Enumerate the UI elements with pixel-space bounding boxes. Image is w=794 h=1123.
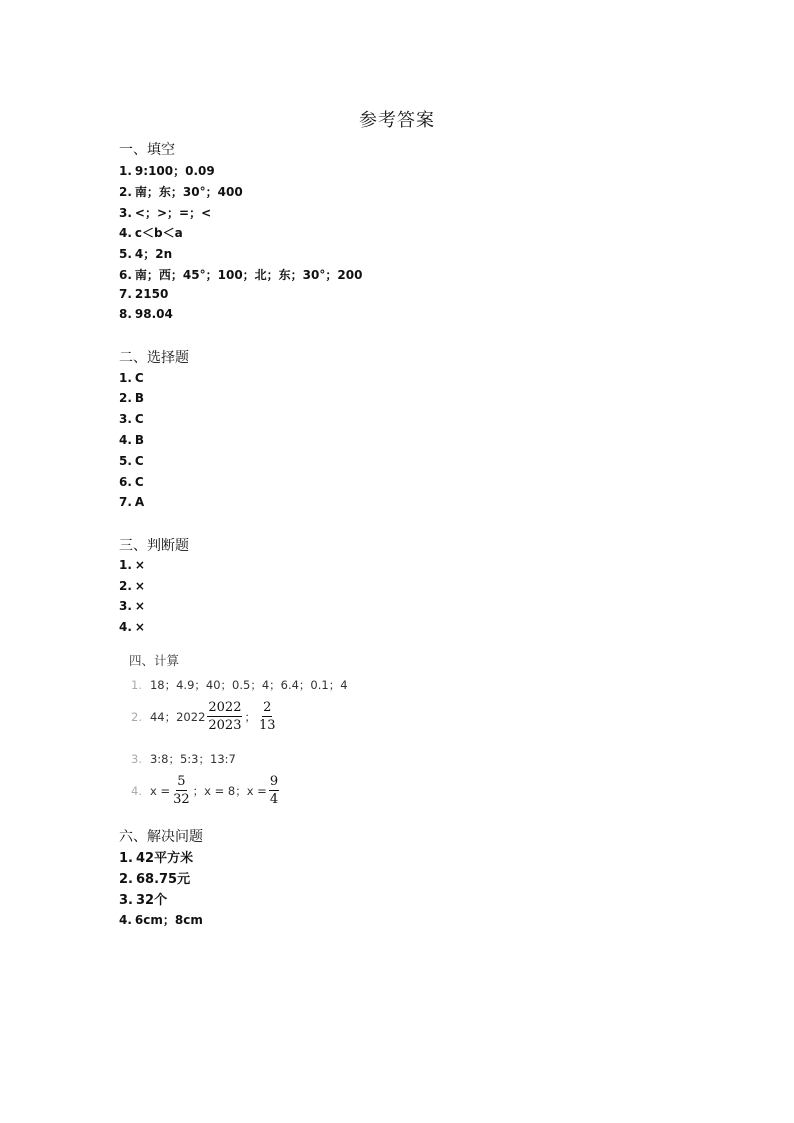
answer-line — [119, 204, 211, 221]
section-heading-fill: 一、填空 — [119, 142, 175, 158]
calc-line — [131, 677, 348, 693]
answer-line — [119, 433, 144, 447]
answer-text: 3:8；5:3；13:7 — [149, 752, 236, 766]
answer-text: 南；西；45°；100；北；东；30°；200 — [134, 268, 363, 282]
answer-line — [119, 162, 215, 179]
answer-text: 9:100；0.09 — [134, 164, 215, 178]
answer-text: x = — [149, 783, 171, 798]
calc-line — [131, 774, 281, 807]
answer-line — [119, 245, 172, 262]
fraction-numerator: 2022 — [208, 700, 242, 715]
item-number: 2. — [119, 579, 132, 593]
answer-text: × — [134, 620, 145, 634]
fraction-denominator: 4 — [269, 792, 279, 807]
item-number: 1. — [119, 558, 132, 572]
answer-text: 98.04 — [134, 307, 173, 321]
answer-text: 32个 — [135, 893, 168, 908]
item-number: 2. — [119, 872, 133, 887]
answer-text: 4；2n — [134, 247, 173, 261]
answer-text: 44；2022 — [149, 709, 206, 724]
answer-text: C — [134, 454, 144, 468]
answer-line — [119, 475, 144, 489]
item-number: 5. — [119, 454, 132, 468]
fraction-denominator: 32 — [173, 792, 190, 807]
answer-text: c＜b＜a — [134, 226, 183, 240]
item-number: 2. — [131, 709, 142, 724]
item-number: 4. — [119, 620, 132, 634]
item-number: 4. — [131, 783, 142, 798]
item-number: 7. — [119, 287, 132, 301]
answer-text: 6cm；8cm — [134, 913, 203, 927]
answer-line — [119, 371, 144, 385]
answer-line — [119, 391, 144, 405]
answer-line — [119, 454, 144, 468]
section-heading-judge: 三、判断题 — [119, 538, 189, 554]
fraction-denominator: 2023 — [208, 718, 242, 733]
item-number: 1. — [131, 678, 142, 692]
answer-text: 42平方米 — [135, 851, 194, 866]
answer-line — [119, 889, 167, 908]
item-number: 1. — [119, 371, 132, 385]
answer-line — [119, 579, 145, 593]
item-number: 3. — [119, 206, 132, 220]
answer-line — [119, 558, 145, 572]
item-number: 5. — [119, 247, 132, 261]
item-number: 6. — [119, 475, 132, 489]
item-number: 3. — [119, 599, 132, 613]
answer-text: <；>；=；< — [134, 206, 212, 220]
section-heading-choice: 二、选择题 — [119, 350, 189, 366]
answer-line — [119, 224, 183, 241]
fraction-numerator: 2 — [263, 700, 272, 715]
item-number: 1. — [119, 851, 133, 866]
answer-line — [119, 307, 173, 321]
item-number: 3. — [119, 893, 133, 908]
answer-text: B — [134, 433, 145, 447]
answer-text: B — [134, 391, 145, 405]
answer-line — [119, 287, 168, 301]
section-heading-solve: 六、解决问题 — [119, 829, 203, 845]
answer-line — [119, 911, 203, 928]
answer-text: × — [134, 558, 145, 572]
item-number: 8. — [119, 307, 132, 321]
answer-line — [119, 495, 144, 509]
item-number: 6. — [119, 268, 132, 282]
section-heading-calc: 四、计算 — [129, 653, 180, 668]
answer-line — [119, 868, 190, 887]
item-number: 3. — [131, 752, 142, 766]
fraction — [258, 700, 277, 733]
fraction — [269, 774, 279, 807]
answer-text: ；x = 8；x = — [192, 783, 267, 798]
item-number: 4. — [119, 226, 132, 240]
fraction-denominator: 13 — [258, 718, 276, 733]
answer-line — [119, 847, 193, 866]
answer-line — [119, 599, 145, 613]
item-number: 3. — [119, 412, 132, 426]
answer-text: 2150 — [134, 287, 169, 301]
item-number: 2. — [119, 185, 132, 199]
calc-line — [131, 751, 236, 767]
page-title: 参考答案 — [359, 110, 435, 131]
answer-line — [119, 266, 362, 283]
answer-text: 68.75元 — [135, 872, 191, 887]
fraction — [172, 774, 191, 807]
answer-text: × — [134, 599, 145, 613]
answer-line — [119, 620, 145, 634]
answer-text: C — [134, 475, 144, 489]
calc-line — [131, 700, 279, 733]
item-number: 4. — [119, 913, 132, 927]
separator-text: ； — [244, 709, 256, 724]
fraction-numerator: 5 — [177, 774, 186, 789]
answer-line — [119, 412, 144, 426]
answer-text: 18；4.9；40；0.5；4；6.4；0.1；4 — [149, 678, 348, 692]
item-number: 7. — [119, 495, 132, 509]
answer-line — [119, 183, 243, 200]
fraction — [207, 700, 242, 733]
answer-text: C — [134, 412, 144, 426]
item-number: 1. — [119, 164, 132, 178]
answer-text: × — [134, 579, 145, 593]
item-number: 2. — [119, 391, 132, 405]
answer-text: A — [134, 495, 145, 509]
answer-text: 南；东；30°；400 — [134, 185, 243, 199]
answer-text: C — [134, 371, 144, 385]
item-number: 4. — [119, 433, 132, 447]
fraction-numerator: 9 — [269, 774, 279, 789]
